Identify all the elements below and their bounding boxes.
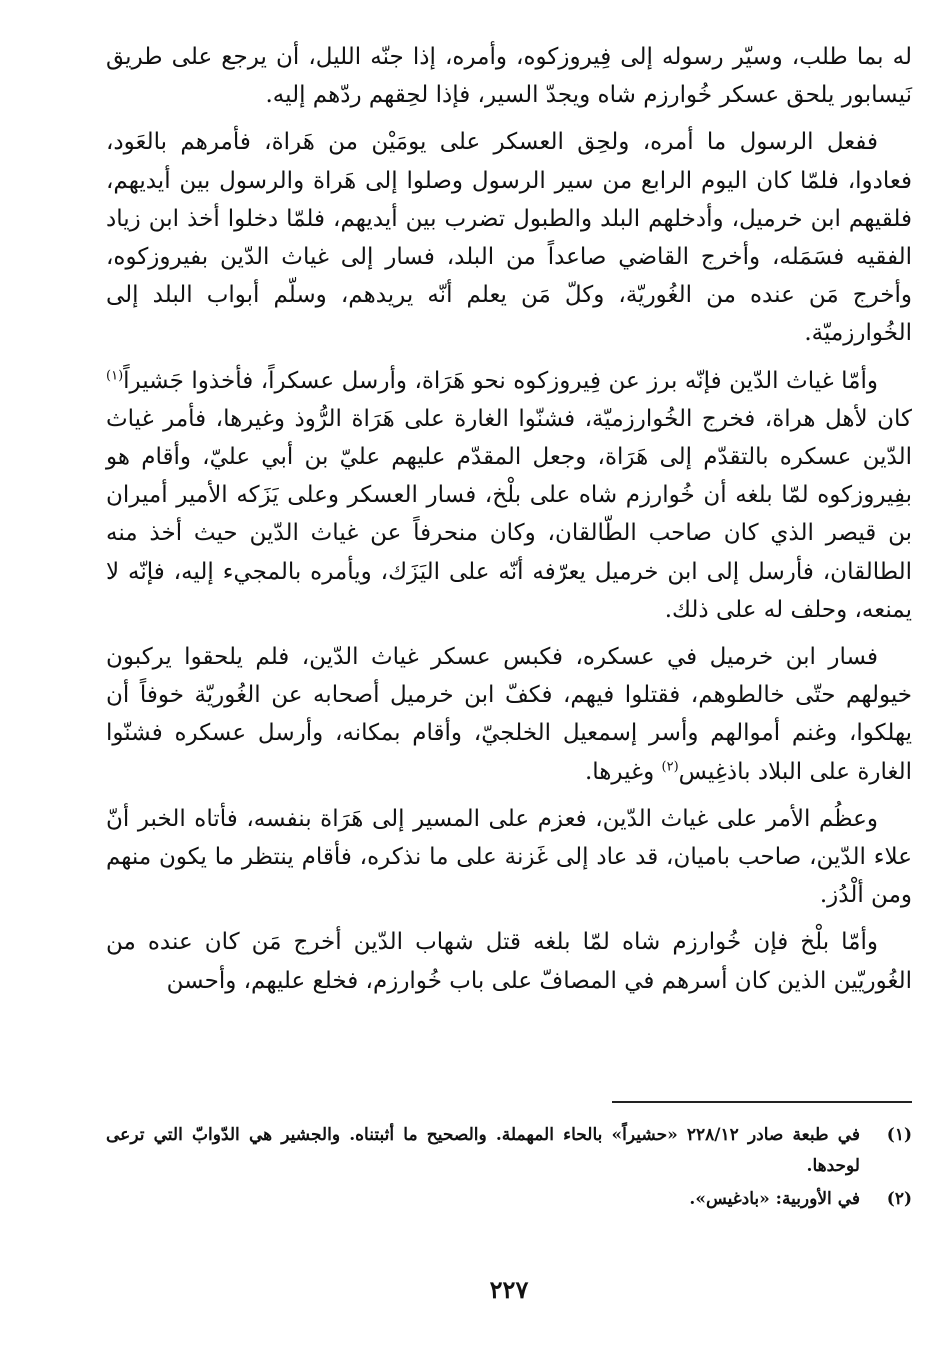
footnote-1-text: في طبعة صادر ٢٢٨/١٢ «حشيراً» بالحاء المهملة. والصحيح ما أثبتناه. والجشير هي الدّوابّ التي ترعى لوحدها.	[106, 1125, 861, 1176]
paragraph-3-part-2: كان لأهل هراة، فخرج الخُوارزميّة، فشنّوا الغارة على هَرَاة الرُّوذ وغيرها، فأمر غياث الدّين عسكره بالتقدّم إلى هَرَاة، وجعل المقدّم عليهم عليّ بن أبي عليّ، وأقام هو بفِيروزكوه لمّا بلغه أن خُوارزم شاه على بلْخ، فسار العسكر وعلى يَزَكه الأمير أميران بن قيصر الذي كان صاحب الطّالقان، وكان منحرفاً عن غياث الدّين حيث أخذ منه الطالقان، فأرسل إلى ابن خرميل يعرّفه أنّه على اليَزَك، ويأمره بالمجيء إليه، فإنّه لا يمنعه، وحلف له على ذلك.	[106, 405, 912, 623]
paragraph-1: له بما طلب، وسيّر رسوله إلى فِيروزكوه، وأمره، إذا جنّه الليل، أن يرجع على طريق نَيسابور يلحق عسكر خُوارزم شاه ويجدّ السير، فإذا لحِقهم ردّهم إليه.	[106, 44, 912, 109]
paragraph-4	[106, 638, 912, 791]
footnote-divider	[612, 1101, 912, 1103]
main-text	[106, 38, 912, 1000]
footnote-ref-1[interactable]: (١)	[106, 367, 124, 383]
footnote-2	[106, 1184, 912, 1215]
paragraph-2: ففعل الرسول ما أمره، ولحِق العسكر على يومَيْن من هَراة، فأمرهم بالعَود، فعادوا، فلمّا كان اليوم الرابع من سير الرسول وصلوا إلى هَراة والرسول بين أيديهم، فلقيهم ابن خرميل، وأدخلهم البلد والطبول تضرب بين أيديهم، فلمّا دخلوا أخذ ابن زياد الفقيه فسَمَله، وأخرج القاضي صاعداً من البلد، فسار إلى غياث الدّين بفيروزكوه، وأخرج مَن عنده من الغُوريّة، وكلّ مَن يعلم أنّه يريدهم، وسلّم أبواب البلد إلى الخُوارزميّة.	[106, 129, 912, 347]
paragraph-5: وعظُم الأمر على غياث الدّين، فعزم على المسير إلى هَرَاة بنفسه، فأتاه الخبر أنّ علاء الدّين، صاحب باميان، قد عاد إلى غَزنة على ما نذكره، فأقام ينتظر ما يكون منهم ومن ألْدُز.	[106, 805, 912, 909]
footnote-1	[106, 1120, 912, 1182]
footnote-2-number: (٢)	[886, 1189, 912, 1209]
footnote-ref-2[interactable]: (٢)	[661, 759, 679, 774]
paragraph-4-part-1: فسار ابن خرميل في عسكره، فكبس عسكر غياث الدّين، فلم يلحقوا يركبون خيولهم حتّى خالطوهم، فقتلوا فيهم، فكفّ ابن خرميل أصحابه عن الغُوريّة خوفاً أن يهلكوا، وغنم أموالهم وأسر إسمعيل الخلجيّ، وأقام بمكانه، وأرسل عسكره فشنّوا الغارة على البلاد باذغِيس	[106, 644, 912, 785]
paragraph-3-part-1: وأمّا غياث الدّين فإنّه برز عن فِيروزكوه نحو هَرَاة، وأرسل عسكراً، فأخذوا جَشيراً	[123, 367, 878, 394]
paragraph-6: وأمّا بلْخ فإن خُوارزم شاه لمّا بلغه قتل شهاب الدّين أخرج مَن كان عنده من الغُوريّين الذين كان أسرهم في المصافّ على باب خُوارزم، فخلع عليهم، وأحسن	[106, 929, 912, 994]
footnotes	[106, 1120, 912, 1217]
page-number: ٢٢٧	[489, 1275, 529, 1304]
footnote-2-text: في الأوربية: «بادغيس».	[689, 1189, 860, 1209]
footnote-1-number: (١)	[886, 1125, 912, 1145]
book-page	[106, 38, 912, 1304]
paragraph-4-part-2: وغيرها.	[584, 758, 662, 785]
paragraph-3	[106, 362, 912, 629]
